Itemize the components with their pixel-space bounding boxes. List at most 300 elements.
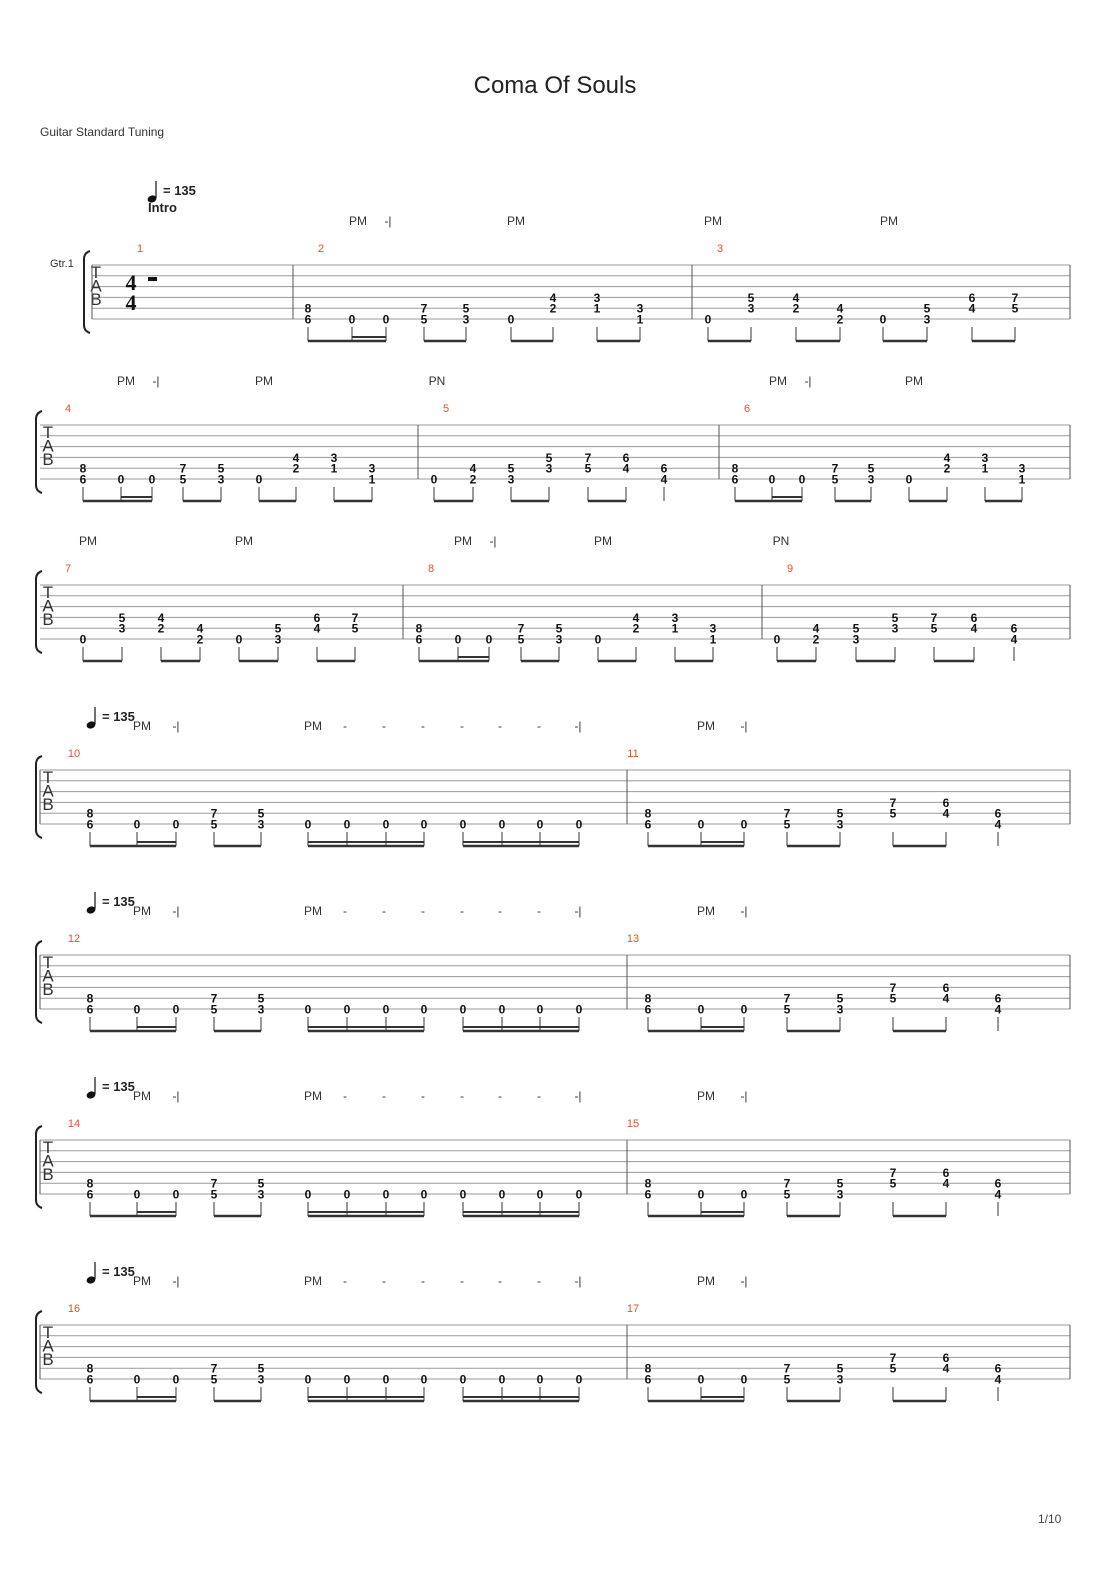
fret-number: 5 (257, 1361, 265, 1376)
fret-number: 2 (469, 472, 477, 487)
fret-number: 0 (79, 632, 87, 647)
fret-number: 6 (968, 290, 976, 305)
fret-number: 8 (731, 461, 739, 476)
palm-mute-end: -| (152, 374, 160, 388)
fret-number: 4 (812, 621, 820, 636)
tab-clef-letter: B (42, 1350, 54, 1369)
instrument-label: Gtr.1 (50, 258, 74, 270)
palm-mute-dash: - (537, 719, 541, 733)
fret-number: 8 (304, 301, 312, 316)
fret-number: 4 (660, 472, 668, 487)
fret-number: 6 (86, 817, 94, 832)
fret-number: 3 (836, 1002, 844, 1017)
fret-number: 7 (179, 461, 187, 476)
fret-number: 0 (498, 1372, 506, 1387)
fret-number: 0 (498, 1002, 506, 1017)
fret-number: 0 (343, 817, 351, 832)
palm-mute-dash: - (382, 719, 386, 733)
palm-mute-label: PM (255, 374, 273, 388)
palm-mute-label: PM (304, 1274, 322, 1288)
tuning-label: Guitar Standard Tuning (40, 125, 165, 139)
tab-clef-letter: T (42, 1323, 54, 1342)
measure-number: 15 (626, 1118, 640, 1130)
fret-number: 7 (584, 450, 592, 465)
fret-number: 0 (575, 1372, 583, 1387)
palm-mute-dash: - (421, 719, 425, 733)
fret-number: 0 (148, 472, 156, 487)
fret-number: 3 (852, 632, 860, 647)
fret-number: 0 (304, 1187, 312, 1202)
tab-clef-letter: T (42, 953, 54, 972)
fret-number: 0 (430, 472, 438, 487)
fret-number: 4 (994, 1187, 1002, 1202)
fret-number: 2 (549, 301, 557, 316)
fret-number: 0 (172, 1372, 180, 1387)
fret-number: 4 (994, 1372, 1002, 1387)
fret-number: 0 (304, 1372, 312, 1387)
palm-mute-end: -| (574, 1089, 582, 1103)
palm-mute-dash: - (537, 1274, 541, 1288)
tempo-marking: = 135 (102, 709, 135, 724)
tab-clef-letter: A (42, 1336, 54, 1356)
fret-number: 0 (382, 312, 390, 327)
fret-number: 0 (740, 1187, 748, 1202)
fret-number: 3 (747, 301, 755, 316)
fret-number: 5 (783, 817, 791, 832)
fret-number: 7 (420, 301, 428, 316)
tab-clef-letter: B (42, 980, 54, 999)
fret-number: 0 (343, 1372, 351, 1387)
fret-number: 5 (210, 1372, 218, 1387)
half-rest (148, 277, 157, 281)
palm-mute-label: PM (454, 534, 472, 548)
fret-number: 5 (545, 450, 553, 465)
fret-number: 4 (632, 610, 640, 625)
fret-number: 0 (382, 1372, 390, 1387)
fret-number: 7 (783, 806, 791, 821)
palm-mute-end: -| (574, 719, 582, 733)
palm-mute-label: PM (697, 1274, 715, 1288)
fret-number: 0 (697, 1187, 705, 1202)
palm-mute-dash: - (460, 904, 464, 918)
fret-number: 4 (469, 461, 477, 476)
fret-number: 3 (545, 461, 553, 476)
fret-number: 0 (879, 312, 887, 327)
fret-number: 8 (644, 806, 652, 821)
system-bracket (36, 1126, 42, 1208)
fret-number: 0 (536, 1002, 544, 1017)
fret-number: 3 (836, 1372, 844, 1387)
fret-number: 0 (117, 472, 125, 487)
palm-mute-dash: - (537, 904, 541, 918)
fret-number: 7 (889, 1350, 897, 1365)
tempo-marking: = 135 (102, 1079, 135, 1094)
fret-number: 7 (210, 1361, 218, 1376)
fret-number: 6 (660, 461, 668, 476)
fret-number: 8 (644, 991, 652, 1006)
fret-number: 7 (210, 1176, 218, 1191)
palm-mute-end: -| (172, 719, 180, 733)
fret-number: 6 (942, 1165, 950, 1180)
palm-mute-end: -| (172, 1274, 180, 1288)
palm-mute-end: -| (489, 534, 497, 548)
fret-number: 4 (994, 1002, 1002, 1017)
fret-number: 0 (348, 312, 356, 327)
tempo-marking: = 135 (102, 1264, 135, 1279)
palm-mute-end: -| (384, 214, 392, 228)
fret-number: 8 (86, 1361, 94, 1376)
fret-number: 0 (575, 817, 583, 832)
palm-mute-label: PM (704, 214, 722, 228)
fret-number: 3 (836, 817, 844, 832)
fret-number: 3 (217, 472, 225, 487)
fret-number: 3 (274, 632, 282, 647)
palm-mute-label: PM (133, 719, 151, 733)
fret-number: 3 (507, 472, 515, 487)
fret-number: 0 (420, 1187, 428, 1202)
fret-number: 2 (812, 632, 820, 647)
fret-number: 7 (783, 1361, 791, 1376)
fret-number: 0 (697, 817, 705, 832)
palm-mute-dash: - (343, 719, 347, 733)
fret-number: 8 (79, 461, 87, 476)
fret-number: 7 (783, 1176, 791, 1191)
palm-mute-dash: - (460, 1089, 464, 1103)
fret-number: 7 (889, 1165, 897, 1180)
fret-number: 4 (292, 450, 300, 465)
fret-number: 6 (644, 817, 652, 832)
fret-number: 5 (555, 621, 563, 636)
system-bracket (36, 941, 42, 1023)
palm-mute-label: PM (697, 1089, 715, 1103)
time-signature-top: 4 (125, 270, 137, 295)
measure-number: 3 (716, 243, 724, 255)
fret-number: 4 (313, 621, 321, 636)
fret-number: 4 (942, 991, 950, 1006)
measure-number: 13 (626, 933, 640, 945)
fret-number: 5 (930, 621, 938, 636)
fret-number: 3 (671, 610, 679, 625)
fret-number: 0 (133, 1002, 141, 1017)
fret-number: 2 (943, 461, 951, 476)
palm-mute-label: PM (133, 1089, 151, 1103)
fret-number: 5 (889, 1176, 897, 1191)
fret-number: 3 (257, 817, 265, 832)
fret-number: 3 (1018, 461, 1026, 476)
fret-number: 6 (79, 472, 87, 487)
fret-number: 5 (420, 312, 428, 327)
fret-number: 0 (420, 817, 428, 832)
fret-number: 5 (257, 806, 265, 821)
fret-number: 3 (462, 312, 470, 327)
fret-number: 3 (257, 1187, 265, 1202)
fret-number: 5 (836, 1361, 844, 1376)
fret-number: 0 (343, 1187, 351, 1202)
fret-number: 5 (783, 1372, 791, 1387)
fret-number: 6 (994, 806, 1002, 821)
fret-number: 0 (697, 1372, 705, 1387)
fret-number: 0 (133, 1187, 141, 1202)
palm-mute-dash: - (382, 904, 386, 918)
fret-number: 7 (1011, 290, 1019, 305)
fret-number: 5 (118, 610, 126, 625)
fret-number: 0 (172, 1187, 180, 1202)
fret-number: 8 (86, 991, 94, 1006)
fret-number: 1 (636, 312, 644, 327)
fret-number: 5 (831, 472, 839, 487)
fret-number: 0 (382, 817, 390, 832)
fret-number: 2 (792, 301, 800, 316)
fret-number: 0 (459, 817, 467, 832)
fret-number: 1 (1018, 472, 1026, 487)
fret-number: 6 (86, 1372, 94, 1387)
palm-mute-label: PM (304, 904, 322, 918)
fret-number: 7 (210, 991, 218, 1006)
palm-mute-label: PM (304, 719, 322, 733)
fret-number: 0 (768, 472, 776, 487)
fret-number: 4 (792, 290, 800, 305)
fret-number: 3 (709, 621, 717, 636)
tempo-marking: = 135 (102, 894, 135, 909)
palm-mute-dash: - (498, 719, 502, 733)
tab-clef-letter: B (42, 1165, 54, 1184)
fret-number: 0 (575, 1002, 583, 1017)
fret-number: 6 (86, 1002, 94, 1017)
tab-clef-letter: A (42, 781, 54, 801)
fret-number: 2 (157, 621, 165, 636)
tab-clef-letter: T (42, 768, 54, 787)
fret-number: 6 (304, 312, 312, 327)
fret-number: 1 (709, 632, 717, 647)
palm-mute-label: PM (304, 1089, 322, 1103)
palm-mute-label: PN (772, 534, 790, 548)
fret-number: 7 (889, 980, 897, 995)
fret-number: 4 (943, 450, 951, 465)
fret-number: 5 (257, 991, 265, 1006)
fret-number: 6 (644, 1372, 652, 1387)
fret-number: 0 (594, 632, 602, 647)
fret-number: 4 (942, 806, 950, 821)
palm-mute-end: -| (740, 719, 748, 733)
measure-number: 11 (627, 748, 639, 760)
fret-number: 3 (891, 621, 899, 636)
fret-number: 6 (970, 610, 978, 625)
palm-mute-end: -| (172, 904, 180, 918)
tab-clef-letter: A (42, 966, 54, 986)
fret-number: 4 (622, 461, 630, 476)
fret-number: 3 (636, 301, 644, 316)
palm-mute-label: PM (133, 904, 151, 918)
palm-mute-label: PM (905, 374, 923, 388)
measure-number: 1 (136, 243, 144, 255)
fret-number: 6 (942, 980, 950, 995)
fret-number: 5 (889, 806, 897, 821)
fret-number: 4 (942, 1361, 950, 1376)
fret-number: 5 (747, 290, 755, 305)
fret-number: 6 (1010, 621, 1018, 636)
palm-mute-dash: - (460, 719, 464, 733)
fret-number: 0 (485, 632, 493, 647)
fret-number: 2 (836, 312, 844, 327)
measure-number: 6 (743, 403, 751, 415)
tab-clef-letter: A (42, 596, 54, 616)
fret-number: 4 (970, 621, 978, 636)
fret-number: 5 (210, 1002, 218, 1017)
fret-number: 1 (593, 301, 601, 316)
fret-number: 5 (179, 472, 187, 487)
fret-number: 0 (343, 1002, 351, 1017)
measure-number: 5 (442, 403, 450, 415)
fret-number: 0 (459, 1002, 467, 1017)
measure-number: 12 (67, 933, 81, 945)
palm-mute-label: PM (79, 534, 97, 548)
fret-number: 0 (255, 472, 263, 487)
fret-number: 5 (889, 991, 897, 1006)
fret-number: 7 (831, 461, 839, 476)
fret-number: 6 (994, 1176, 1002, 1191)
fret-number: 7 (889, 795, 897, 810)
fret-number: 0 (172, 817, 180, 832)
fret-number: 3 (555, 632, 563, 647)
section-marker: Intro (148, 200, 177, 215)
palm-mute-dash: - (421, 1089, 425, 1103)
palm-mute-dash: - (498, 1274, 502, 1288)
fret-number: 5 (836, 806, 844, 821)
fret-number: 6 (86, 1187, 94, 1202)
tab-clef-letter: T (90, 263, 102, 282)
measure-number: 8 (427, 563, 435, 575)
fret-number: 5 (584, 461, 592, 476)
palm-mute-dash: - (382, 1089, 386, 1103)
fret-number: 0 (740, 1002, 748, 1017)
fret-number: 4 (968, 301, 976, 316)
fret-number: 5 (517, 632, 525, 647)
fret-number: 6 (994, 991, 1002, 1006)
fret-number: 8 (86, 806, 94, 821)
palm-mute-label: PM (769, 374, 787, 388)
fret-number: 0 (740, 1372, 748, 1387)
tab-clef-letter: B (42, 610, 54, 629)
palm-mute-label: PM (697, 719, 715, 733)
fret-number: 6 (622, 450, 630, 465)
fret-number: 6 (415, 632, 423, 647)
fret-number: 0 (459, 1187, 467, 1202)
fret-number: 6 (994, 1361, 1002, 1376)
fret-number: 5 (210, 817, 218, 832)
fret-number: 1 (671, 621, 679, 636)
system-bracket (36, 1311, 42, 1393)
palm-mute-dash: - (498, 904, 502, 918)
fret-number: 0 (536, 817, 544, 832)
fret-number: 3 (368, 461, 376, 476)
fret-number: 0 (575, 1187, 583, 1202)
measure-number: 4 (64, 403, 72, 415)
fret-number: 5 (867, 461, 875, 476)
tab-clef-letter: A (90, 276, 102, 296)
fret-number: 6 (644, 1002, 652, 1017)
fret-number: 5 (257, 1176, 265, 1191)
fret-number: 6 (644, 1187, 652, 1202)
fret-number: 6 (313, 610, 321, 625)
fret-number: 0 (382, 1002, 390, 1017)
fret-number: 5 (783, 1187, 791, 1202)
palm-mute-end: -| (172, 1089, 180, 1103)
palm-mute-label: PM (507, 214, 525, 228)
fret-number: 0 (133, 1372, 141, 1387)
fret-number: 7 (930, 610, 938, 625)
fret-number: 0 (798, 472, 806, 487)
fret-number: 5 (217, 461, 225, 476)
fret-number: 5 (507, 461, 515, 476)
fret-number: 6 (942, 1350, 950, 1365)
palm-mute-end: -| (740, 1089, 748, 1103)
fret-number: 5 (891, 610, 899, 625)
fret-number: 0 (536, 1187, 544, 1202)
tab-clef-letter: B (42, 450, 54, 469)
measure-number: 2 (317, 243, 325, 255)
fret-number: 2 (632, 621, 640, 636)
palm-mute-label: PN (428, 374, 446, 388)
tab-clef-letter: B (42, 795, 54, 814)
system-bracket (36, 411, 42, 493)
time-signature-bottom: 4 (125, 290, 137, 315)
fret-number: 5 (783, 1002, 791, 1017)
palm-mute-label: PM (117, 374, 135, 388)
fret-number: 4 (1010, 632, 1018, 647)
fret-number: 8 (86, 1176, 94, 1191)
fret-number: 5 (836, 991, 844, 1006)
fret-number: 4 (549, 290, 557, 305)
palm-mute-dash: - (460, 1274, 464, 1288)
palm-mute-label: PM (349, 214, 367, 228)
fret-number: 7 (210, 806, 218, 821)
page-number: 1/10 (1038, 1512, 1062, 1526)
fret-number: 1 (981, 461, 989, 476)
fret-number: 3 (867, 472, 875, 487)
measure-number: 9 (786, 563, 794, 575)
fret-number: 0 (235, 632, 243, 647)
palm-mute-end: -| (804, 374, 812, 388)
palm-mute-dash: - (498, 1089, 502, 1103)
tab-clef-letter: A (42, 436, 54, 456)
palm-mute-end: -| (740, 1274, 748, 1288)
system-bracket (36, 756, 42, 838)
fret-number: 5 (836, 1176, 844, 1191)
fret-number: 0 (704, 312, 712, 327)
fret-number: 8 (644, 1176, 652, 1191)
fret-number: 0 (740, 817, 748, 832)
fret-number: 0 (304, 1002, 312, 1017)
fret-number: 0 (382, 1187, 390, 1202)
palm-mute-end: -| (574, 904, 582, 918)
fret-number: 3 (257, 1372, 265, 1387)
palm-mute-label: PM (697, 904, 715, 918)
fret-number: 0 (498, 817, 506, 832)
fret-number: 0 (507, 312, 515, 327)
fret-number: 3 (118, 621, 126, 636)
fret-number: 3 (836, 1187, 844, 1202)
fret-number: 7 (783, 991, 791, 1006)
palm-mute-dash: - (421, 1274, 425, 1288)
fret-number: 8 (415, 621, 423, 636)
fret-number: 3 (257, 1002, 265, 1017)
fret-number: 8 (644, 1361, 652, 1376)
tempo-marking: = 135 (163, 183, 196, 198)
fret-number: 0 (498, 1187, 506, 1202)
fret-number: 4 (994, 817, 1002, 832)
measure-number: 17 (626, 1303, 640, 1315)
system-bracket (36, 571, 42, 653)
